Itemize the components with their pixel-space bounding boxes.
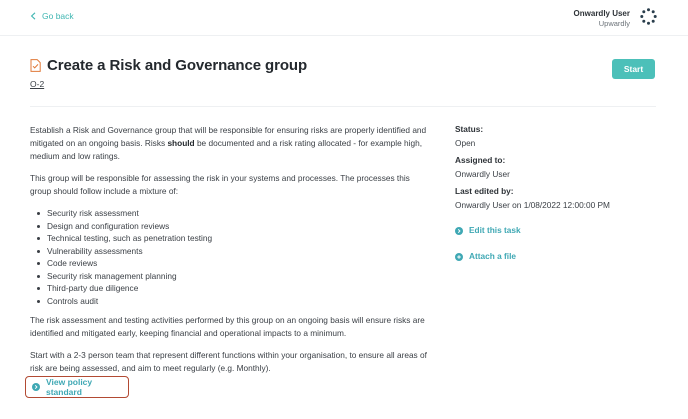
circle-plus-icon: [455, 253, 463, 261]
list-item: Security risk management planning: [30, 270, 430, 283]
process-list: [30, 207, 430, 307]
user-name: Onwardly User: [573, 9, 630, 18]
list-item: Third-party due diligence: [30, 282, 430, 295]
task-details-sidebar: [455, 124, 665, 262]
list-item: Security risk assessment: [30, 207, 430, 220]
edit-task-label: Edit this task: [469, 225, 521, 235]
attach-file-label: Attach a file: [469, 251, 517, 261]
view-policy-standard-button[interactable]: [25, 376, 129, 398]
document-check-icon: [30, 59, 41, 72]
assigned-label: Assigned to:: [455, 155, 506, 165]
list-item: Design and configuration reviews: [30, 220, 430, 233]
go-back-link[interactable]: [30, 11, 74, 21]
intro-paragraph: Establish a Risk and Governance group that will be responsible for ensuring risks are properly identified and mitigated on an ongoing basis. Risks should be documented and a risk rating allocated - for example high, medium and low ratings.: [30, 125, 427, 161]
view-policy-standard-label: View policy standard: [46, 377, 93, 397]
start-button[interactable]: Start: [612, 59, 655, 79]
page-title: Create a Risk and Governance group: [47, 57, 308, 74]
list-item: Code reviews: [30, 257, 430, 270]
task-header: [30, 57, 656, 107]
list-item: Controls audit: [30, 295, 430, 308]
edit-task-link[interactable]: [455, 225, 665, 236]
top-bar: [0, 0, 688, 36]
status-value: Open: [455, 138, 476, 148]
organisation-logo-icon[interactable]: [640, 8, 657, 25]
go-back-label: Go back: [42, 11, 74, 21]
chevron-left-icon: [30, 12, 37, 20]
status-label: Status:: [455, 124, 484, 134]
circle-arrow-right-icon: [455, 227, 463, 235]
attach-file-link[interactable]: [455, 251, 665, 262]
last-edited-label: Last edited by:: [455, 186, 514, 196]
outcome-paragraph: The risk assessment and testing activities performed by this group on an ongoing basis will ensure risks are identified and mitigated early, keeping financial and operational impacts to a minimum.: [30, 315, 425, 338]
task-code-link[interactable]: O-2: [30, 79, 45, 89]
last-edited-value: Onwardly User on 1/08/2022 12:00:00 PM: [455, 200, 610, 210]
user-organisation: Upwardly: [598, 19, 630, 28]
task-description: [30, 124, 430, 384]
user-menu[interactable]: [574, 9, 630, 28]
team-paragraph: Start with a 2-3 person team that represent different functions within your organisation, to ensure all areas of risk are being assessed, and aim to meet regularly (e.g. Monthly).: [30, 350, 427, 373]
list-item: Vulnerability assessments: [30, 245, 430, 258]
circle-arrow-right-icon: [32, 383, 40, 391]
list-item: Technical testing, such as penetration testing: [30, 232, 430, 245]
processes-paragraph: This group will be responsible for assessing the risk in your systems and processes. The processes this group should follow include a mixture of:: [30, 173, 410, 196]
assigned-value: Onwardly User: [455, 169, 510, 179]
emphasis-should: should: [167, 138, 195, 148]
